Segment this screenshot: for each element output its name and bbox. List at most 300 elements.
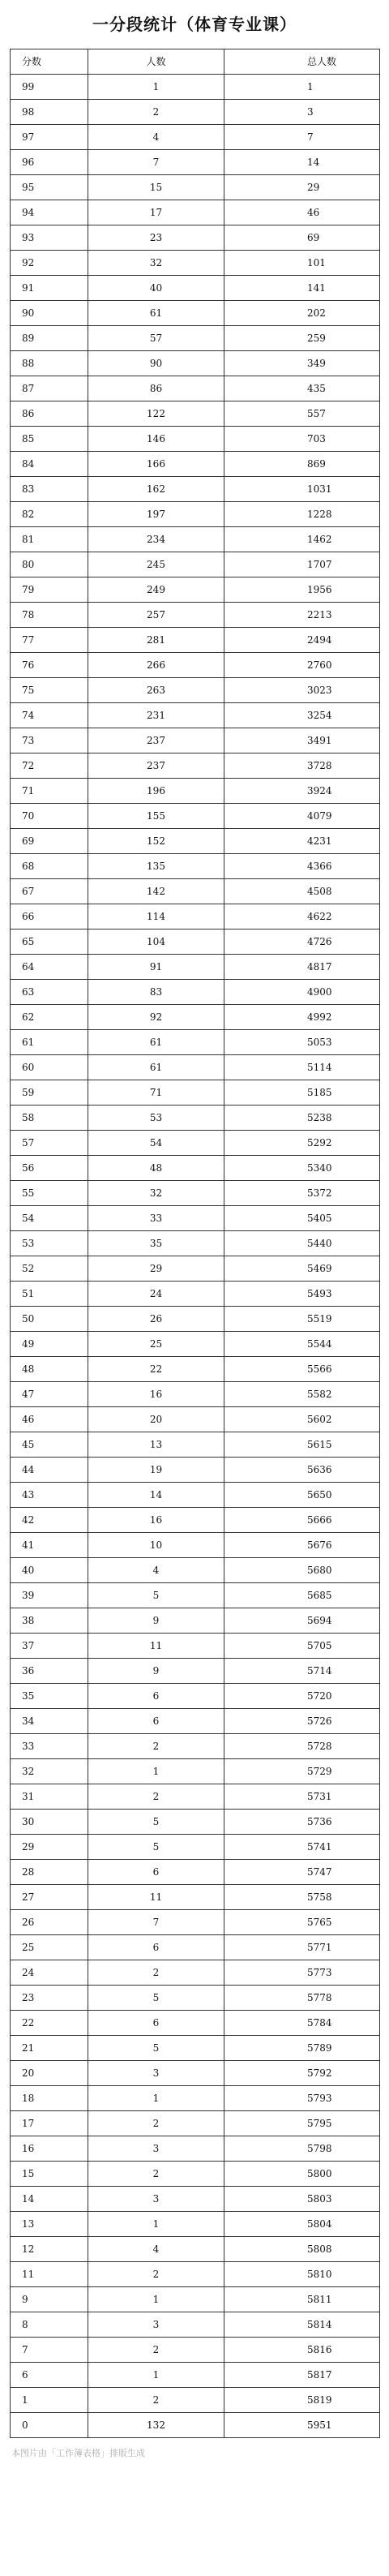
cell-total: 5765	[224, 1910, 380, 1935]
column-header-count: 人数	[88, 49, 224, 75]
cell-count: 13	[88, 1432, 224, 1458]
table-row	[11, 904, 380, 930]
cell-count: 2	[88, 1734, 224, 1759]
table-row	[11, 100, 380, 125]
cell-total: 1	[224, 75, 380, 100]
cell-count: 61	[88, 1030, 224, 1055]
cell-total: 5714	[224, 1659, 380, 1684]
cell-total: 5747	[224, 1860, 380, 1885]
cell-total: 5238	[224, 1106, 380, 1131]
table-row	[11, 1533, 380, 1558]
cell-total: 5795	[224, 2111, 380, 2136]
cell-score: 84	[11, 452, 88, 477]
cell-total: 557	[224, 401, 380, 427]
table-row	[11, 1206, 380, 1231]
cell-score: 98	[11, 100, 88, 125]
cell-score: 40	[11, 1558, 88, 1583]
cell-score: 6	[11, 2363, 88, 2388]
table-row	[11, 1659, 380, 1684]
cell-count: 266	[88, 653, 224, 678]
cell-total: 5493	[224, 1282, 380, 1307]
cell-score: 53	[11, 1231, 88, 1256]
cell-total: 5778	[224, 1986, 380, 2011]
cell-score: 83	[11, 477, 88, 502]
cell-total: 5773	[224, 1960, 380, 1986]
cell-score: 46	[11, 1407, 88, 1432]
cell-total: 5602	[224, 1407, 380, 1432]
cell-count: 132	[88, 2413, 224, 2438]
table-row	[11, 879, 380, 904]
cell-total: 5582	[224, 1382, 380, 1407]
cell-score: 86	[11, 401, 88, 427]
cell-score: 42	[11, 1508, 88, 1533]
cell-count: 91	[88, 955, 224, 980]
table-row	[11, 1005, 380, 1030]
table-row	[11, 2086, 380, 2111]
cell-score: 82	[11, 502, 88, 527]
cell-score: 1	[11, 2388, 88, 2413]
cell-count: 1	[88, 75, 224, 100]
cell-score: 72	[11, 753, 88, 779]
cell-score: 25	[11, 1935, 88, 1960]
cell-count: 23	[88, 225, 224, 251]
table-row	[11, 1860, 380, 1885]
cell-score: 69	[11, 829, 88, 854]
cell-total: 14	[224, 150, 380, 175]
cell-total: 5566	[224, 1357, 380, 1382]
cell-count: 166	[88, 452, 224, 477]
table-row	[11, 703, 380, 728]
cell-score: 8	[11, 2312, 88, 2338]
cell-total: 4900	[224, 980, 380, 1005]
table-row	[11, 552, 380, 577]
cell-total: 5798	[224, 2136, 380, 2162]
cell-total: 259	[224, 326, 380, 351]
cell-total: 5676	[224, 1533, 380, 1558]
cell-total: 5728	[224, 1734, 380, 1759]
cell-score: 74	[11, 703, 88, 728]
cell-count: 9	[88, 1659, 224, 1684]
cell-score: 96	[11, 150, 88, 175]
table-row	[11, 2187, 380, 2212]
cell-count: 32	[88, 251, 224, 276]
cell-count: 2	[88, 2162, 224, 2187]
cell-count: 4	[88, 125, 224, 150]
cell-score: 57	[11, 1131, 88, 1156]
table-row	[11, 779, 380, 804]
table-row	[11, 1483, 380, 1508]
cell-count: 1	[88, 2287, 224, 2312]
cell-count: 17	[88, 200, 224, 225]
cell-total: 5636	[224, 1458, 380, 1483]
table-row	[11, 955, 380, 980]
cell-total: 5814	[224, 2312, 380, 2338]
cell-score: 28	[11, 1860, 88, 1885]
table-row	[11, 326, 380, 351]
cell-total: 5615	[224, 1432, 380, 1458]
table-row	[11, 376, 380, 401]
cell-score: 34	[11, 1709, 88, 1734]
table-row	[11, 1030, 380, 1055]
cell-count: 6	[88, 1709, 224, 1734]
cell-score: 37	[11, 1634, 88, 1659]
cell-count: 196	[88, 779, 224, 804]
cell-total: 5720	[224, 1684, 380, 1709]
table-row	[11, 75, 380, 100]
cell-count: 5	[88, 2036, 224, 2061]
cell-count: 263	[88, 678, 224, 703]
cell-count: 146	[88, 427, 224, 452]
cell-total: 5800	[224, 2162, 380, 2187]
cell-score: 50	[11, 1307, 88, 1332]
table-row	[11, 1935, 380, 1960]
cell-score: 61	[11, 1030, 88, 1055]
cell-total: 1031	[224, 477, 380, 502]
cell-score: 60	[11, 1055, 88, 1080]
cell-total: 5053	[224, 1030, 380, 1055]
cell-count: 15	[88, 175, 224, 200]
cell-count: 2	[88, 2111, 224, 2136]
cell-total: 2213	[224, 603, 380, 628]
table-row	[11, 577, 380, 603]
cell-total: 5816	[224, 2338, 380, 2363]
cell-total: 2760	[224, 653, 380, 678]
cell-count: 16	[88, 1508, 224, 1533]
table-row	[11, 2338, 380, 2363]
cell-count: 249	[88, 577, 224, 603]
cell-count: 5	[88, 1835, 224, 1860]
table-row	[11, 678, 380, 703]
cell-total: 5185	[224, 1080, 380, 1106]
cell-total: 202	[224, 301, 380, 326]
cell-total: 4231	[224, 829, 380, 854]
cell-score: 47	[11, 1382, 88, 1407]
cell-count: 7	[88, 1910, 224, 1935]
cell-total: 29	[224, 175, 380, 200]
cell-count: 29	[88, 1256, 224, 1282]
cell-total: 5731	[224, 1784, 380, 1810]
cell-total: 5114	[224, 1055, 380, 1080]
table-row	[11, 829, 380, 854]
cell-count: 197	[88, 502, 224, 527]
cell-score: 77	[11, 628, 88, 653]
cell-score: 76	[11, 653, 88, 678]
table-row	[11, 1332, 380, 1357]
cell-total: 1462	[224, 527, 380, 552]
cell-count: 2	[88, 2388, 224, 2413]
cell-score: 16	[11, 2136, 88, 2162]
cell-total: 3924	[224, 779, 380, 804]
cell-count: 114	[88, 904, 224, 930]
cell-total: 4817	[224, 955, 380, 980]
cell-score: 0	[11, 2413, 88, 2438]
table-row	[11, 804, 380, 829]
cell-score: 66	[11, 904, 88, 930]
table-row	[11, 276, 380, 301]
cell-score: 20	[11, 2061, 88, 2086]
cell-total: 5680	[224, 1558, 380, 1583]
table-row	[11, 628, 380, 653]
table-row	[11, 200, 380, 225]
cell-score: 71	[11, 779, 88, 804]
cell-total: 5817	[224, 2363, 380, 2388]
table-row	[11, 1835, 380, 1860]
cell-count: 155	[88, 804, 224, 829]
cell-score: 9	[11, 2287, 88, 2312]
cell-count: 26	[88, 1307, 224, 1332]
cell-count: 11	[88, 1634, 224, 1659]
table-row	[11, 1508, 380, 1533]
cell-count: 10	[88, 1533, 224, 1558]
cell-count: 237	[88, 753, 224, 779]
page-title: 一分段统计（体育专业课）	[92, 15, 297, 34]
cell-score: 14	[11, 2187, 88, 2212]
table-row	[11, 527, 380, 552]
cell-score: 94	[11, 200, 88, 225]
cell-total: 4079	[224, 804, 380, 829]
cell-total: 5810	[224, 2262, 380, 2287]
cell-count: 40	[88, 276, 224, 301]
cell-score: 22	[11, 2011, 88, 2036]
cell-score: 78	[11, 603, 88, 628]
cell-score: 31	[11, 1784, 88, 1810]
table-header-row	[11, 49, 380, 75]
table-row	[11, 225, 380, 251]
cell-score: 17	[11, 2111, 88, 2136]
cell-total: 869	[224, 452, 380, 477]
cell-score: 79	[11, 577, 88, 603]
cell-total: 5736	[224, 1810, 380, 1835]
cell-score: 32	[11, 1759, 88, 1784]
cell-score: 90	[11, 301, 88, 326]
cell-total: 5771	[224, 1935, 380, 1960]
cell-count: 48	[88, 1156, 224, 1181]
cell-count: 234	[88, 527, 224, 552]
table-row	[11, 2162, 380, 2187]
cell-score: 48	[11, 1357, 88, 1382]
column-header-total: 总人数	[224, 49, 380, 75]
cell-score: 91	[11, 276, 88, 301]
cell-score: 73	[11, 728, 88, 753]
cell-count: 16	[88, 1382, 224, 1407]
table-row	[11, 502, 380, 527]
table-row	[11, 753, 380, 779]
table-row	[11, 1357, 380, 1382]
table-row	[11, 125, 380, 150]
cell-score: 30	[11, 1810, 88, 1835]
cell-score: 44	[11, 1458, 88, 1483]
cell-count: 25	[88, 1332, 224, 1357]
cell-score: 35	[11, 1684, 88, 1709]
table-row	[11, 1583, 380, 1608]
cell-count: 35	[88, 1231, 224, 1256]
cell-count: 2	[88, 2338, 224, 2363]
cell-count: 1	[88, 2086, 224, 2111]
cell-score: 7	[11, 2338, 88, 2363]
cell-score: 64	[11, 955, 88, 980]
cell-score: 38	[11, 1608, 88, 1634]
cell-count: 20	[88, 1407, 224, 1432]
table-row	[11, 452, 380, 477]
cell-count: 3	[88, 2187, 224, 2212]
footer-note: 本图片由「工作簿表格」排版生成	[11, 2448, 145, 2458]
cell-total: 5544	[224, 1332, 380, 1357]
table-row	[11, 477, 380, 502]
cell-total: 5405	[224, 1206, 380, 1231]
cell-count: 7	[88, 150, 224, 175]
cell-count: 6	[88, 2011, 224, 2036]
cell-score: 15	[11, 2162, 88, 2187]
cell-total: 1228	[224, 502, 380, 527]
table-row	[11, 1734, 380, 1759]
cell-score: 36	[11, 1659, 88, 1684]
cell-score: 43	[11, 1483, 88, 1508]
cell-count: 3	[88, 2136, 224, 2162]
table-row	[11, 1282, 380, 1307]
table-row	[11, 1759, 380, 1784]
cell-count: 24	[88, 1282, 224, 1307]
cell-total: 5793	[224, 2086, 380, 2111]
cell-count: 53	[88, 1106, 224, 1131]
cell-score: 95	[11, 175, 88, 200]
cell-score: 89	[11, 326, 88, 351]
cell-total: 4726	[224, 930, 380, 955]
table-row	[11, 653, 380, 678]
cell-count: 32	[88, 1181, 224, 1206]
cell-score: 99	[11, 75, 88, 100]
cell-score: 87	[11, 376, 88, 401]
cell-count: 90	[88, 351, 224, 376]
cell-total: 349	[224, 351, 380, 376]
cell-score: 11	[11, 2262, 88, 2287]
cell-total: 5372	[224, 1181, 380, 1206]
cell-score: 26	[11, 1910, 88, 1935]
cell-total: 3728	[224, 753, 380, 779]
table-body	[11, 75, 380, 2438]
table-row	[11, 2413, 380, 2438]
table-row	[11, 1256, 380, 1282]
table-row	[11, 1608, 380, 1634]
cell-count: 61	[88, 1055, 224, 1080]
cell-count: 54	[88, 1131, 224, 1156]
table-row	[11, 2287, 380, 2312]
table-row	[11, 1432, 380, 1458]
cell-score: 49	[11, 1332, 88, 1357]
cell-count: 2	[88, 1960, 224, 1986]
cell-total: 5804	[224, 2212, 380, 2237]
cell-score: 85	[11, 427, 88, 452]
cell-score: 13	[11, 2212, 88, 2237]
cell-score: 93	[11, 225, 88, 251]
cell-count: 5	[88, 1810, 224, 1835]
cell-score: 23	[11, 1986, 88, 2011]
table-row	[11, 2237, 380, 2262]
table-row	[11, 1810, 380, 1835]
cell-count: 3	[88, 2312, 224, 2338]
cell-total: 703	[224, 427, 380, 452]
cell-score: 70	[11, 804, 88, 829]
cell-total: 101	[224, 251, 380, 276]
cell-count: 6	[88, 1860, 224, 1885]
cell-total: 5705	[224, 1634, 380, 1659]
cell-total: 5685	[224, 1583, 380, 1608]
cell-count: 61	[88, 301, 224, 326]
cell-total: 4508	[224, 879, 380, 904]
cell-total: 5784	[224, 2011, 380, 2036]
table-row	[11, 1307, 380, 1332]
cell-count: 245	[88, 552, 224, 577]
table-row	[11, 1684, 380, 1709]
cell-score: 62	[11, 1005, 88, 1030]
cell-count: 122	[88, 401, 224, 427]
table-row	[11, 2363, 380, 2388]
table-row	[11, 854, 380, 879]
cell-total: 5811	[224, 2287, 380, 2312]
cell-score: 59	[11, 1080, 88, 1106]
table-row	[11, 175, 380, 200]
table-row	[11, 427, 380, 452]
cell-count: 22	[88, 1357, 224, 1382]
cell-score: 75	[11, 678, 88, 703]
cell-total: 5519	[224, 1307, 380, 1332]
cell-score: 29	[11, 1835, 88, 1860]
cell-count: 3	[88, 2061, 224, 2086]
cell-score: 88	[11, 351, 88, 376]
cell-score: 33	[11, 1734, 88, 1759]
table-row	[11, 930, 380, 955]
cell-score: 97	[11, 125, 88, 150]
cell-count: 152	[88, 829, 224, 854]
cell-score: 65	[11, 930, 88, 955]
table-row	[11, 980, 380, 1005]
table-row	[11, 1131, 380, 1156]
cell-total: 5340	[224, 1156, 380, 1181]
table-row	[11, 1910, 380, 1935]
cell-count: 257	[88, 603, 224, 628]
cell-score: 58	[11, 1106, 88, 1131]
cell-count: 1	[88, 2363, 224, 2388]
table-row	[11, 1458, 380, 1483]
table-row	[11, 603, 380, 628]
cell-score: 68	[11, 854, 88, 879]
cell-count: 4	[88, 1558, 224, 1583]
table-row	[11, 301, 380, 326]
cell-total: 141	[224, 276, 380, 301]
cell-count: 92	[88, 1005, 224, 1030]
cell-count: 14	[88, 1483, 224, 1508]
table-row	[11, 1558, 380, 1583]
cell-count: 2	[88, 100, 224, 125]
cell-score: 80	[11, 552, 88, 577]
table-row	[11, 1407, 380, 1432]
table-row	[11, 2061, 380, 2086]
cell-total: 4366	[224, 854, 380, 879]
cell-count: 6	[88, 1684, 224, 1709]
cell-count: 33	[88, 1206, 224, 1231]
cell-count: 142	[88, 879, 224, 904]
cell-score: 21	[11, 2036, 88, 2061]
cell-score: 45	[11, 1432, 88, 1458]
cell-score: 12	[11, 2237, 88, 2262]
cell-total: 435	[224, 376, 380, 401]
cell-total: 5792	[224, 2061, 380, 2086]
cell-total: 5292	[224, 1131, 380, 1156]
table-row	[11, 1231, 380, 1256]
cell-total: 5726	[224, 1709, 380, 1734]
cell-total: 7	[224, 125, 380, 150]
cell-total: 46	[224, 200, 380, 225]
cell-total: 5469	[224, 1256, 380, 1282]
